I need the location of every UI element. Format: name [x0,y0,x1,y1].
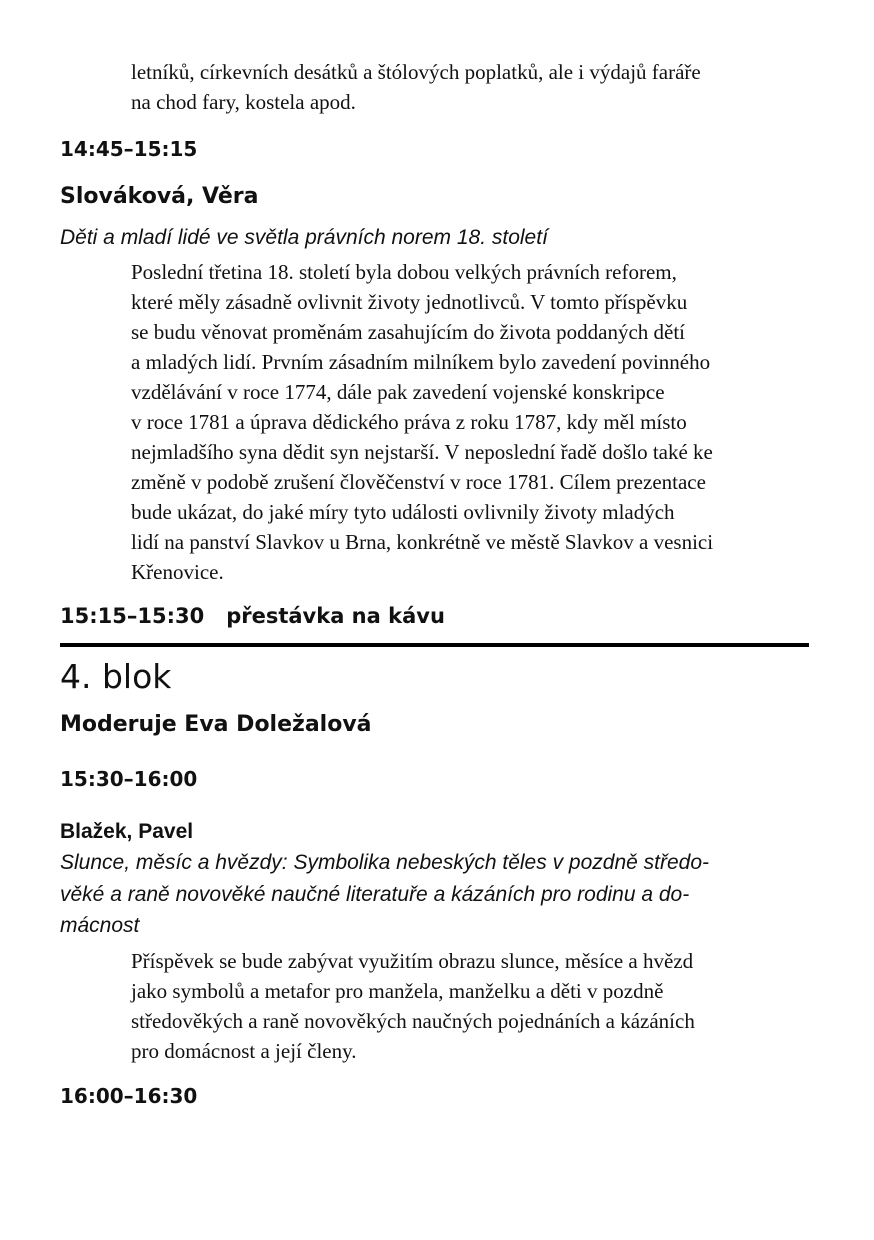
talk1-time: 14:45–15:15 [60,137,198,161]
talk1-title: Děti a mladí lidé ve světla právních norem 18. století [60,226,548,249]
text-line: v roce 1781 a úprava dědického práva z roku 1787, kdy měl místo [131,410,687,434]
title-line: věké a raně novověké naučné literatuře a kázáních pro rodinu a do- [60,882,690,906]
text-line: bude ukázat, do jaké míry tyto události ovlivnily životy mladých [131,500,675,524]
talk2-title [60,847,709,942]
talk2-abstract [131,946,695,1066]
text-line: se budu věnovat proměnám zasahujícím do života poddaných dětí [131,320,686,344]
text-line: vzdělávání v roce 1774, dále pak zavedení vojenské konskripce [131,380,665,404]
text-line: středověkých a raně novověkých naučných pojednáních a kázáních [131,1009,695,1033]
break-time: 15:15–15:30 [60,604,205,628]
block-heading: 4. blok [60,657,172,696]
text-line: letníků, církevních desátků a štólových poplatků, ale i výdajů faráře [131,60,701,84]
title-line: mácnost [60,914,140,937]
text-line: nejmladšího syna dědit syn nejstarší. V neposlední řadě došlo také ke [131,440,713,464]
section-divider [60,643,809,647]
text-line: na chod fary, kostela apod. [131,90,356,114]
text-line: Příspěvek se bude zabývat využitím obrazu slunce, měsíce a hvězd [131,949,694,973]
intro-paragraph [131,57,701,117]
title-line: Slunce, měsíc a hvězdy: Symbolika nebeských těles v pozdně středo- [60,851,709,874]
talk2-speaker: Blažek, Pavel [60,820,194,843]
break-label: přestávka na kávu [226,604,445,628]
text-line: lidí na panství Slavkov u Brna, konkrétně ve městě Slavkov a vesnici [131,530,714,554]
talk3-time: 16:00–16:30 [60,1084,198,1108]
talk1-abstract [131,257,713,587]
moderator: Moderuje Eva Doležalová [60,712,372,737]
text-line: Křenovice. [131,560,224,584]
talk1-speaker: Slováková, Věra [60,184,259,209]
text-line: Poslední třetina 18. století byla dobou velkých právních reforem, [131,260,677,284]
text-line: pro domácnost a její členy. [131,1039,357,1063]
text-line: které měly zásadně ovlivnit životy jednotlivců. V tomto příspěvku [131,290,688,314]
text-line: a mladých lidí. Prvním zásadním milníkem bylo zavedení povinného [131,350,711,374]
break-row [60,604,445,628]
talk2-time: 15:30–16:00 [60,767,198,791]
text-line: jako symbolů a metafor pro manžela, manželku a děti v pozdně [131,979,664,1003]
text-line: změně v podobě zrušení člověčenství v roce 1781. Cílem prezentace [131,470,706,494]
